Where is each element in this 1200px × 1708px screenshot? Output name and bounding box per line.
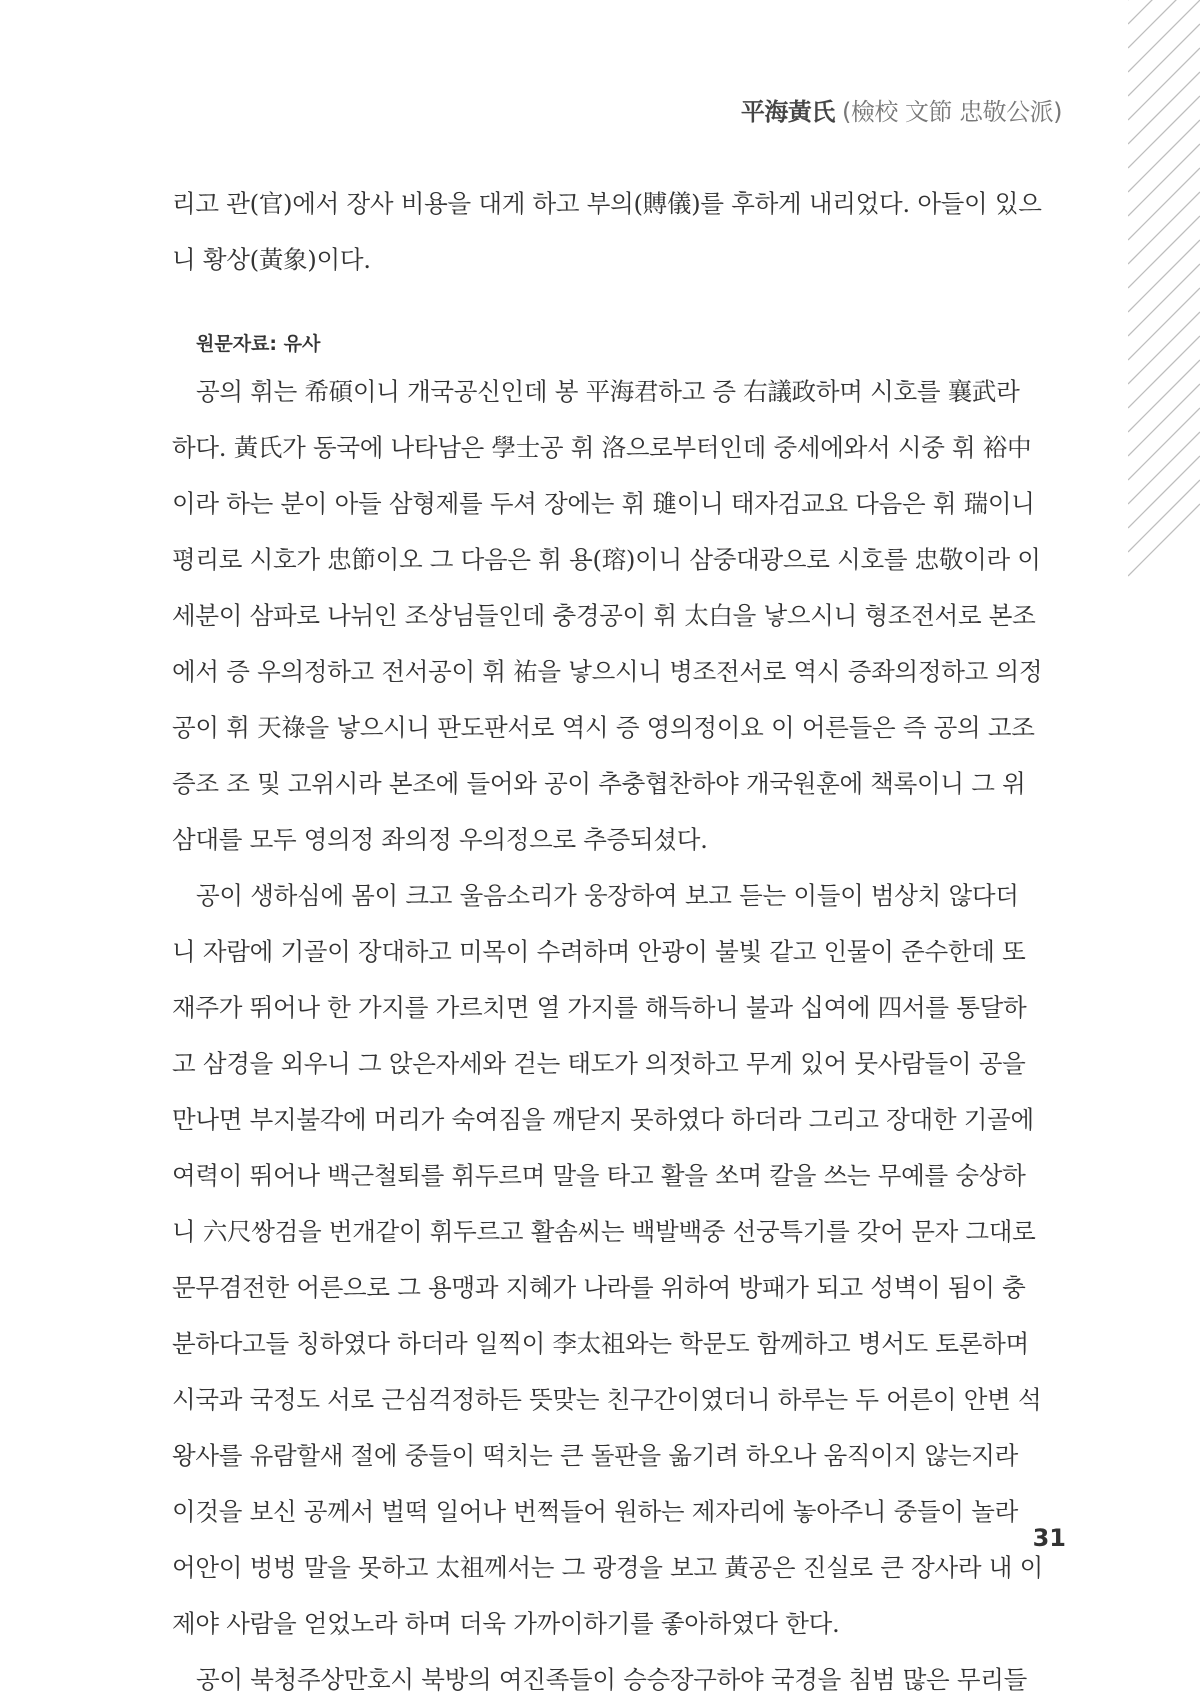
body-paragraph-3: 공이 북청주상만호시 북방의 여진족들이 승승장구하야 국경을 침범 많은 무리들 bbox=[196, 1665, 1028, 1694]
running-header bbox=[741, 92, 1062, 127]
body-paragraph-1: 공의 휘는 希碩이니 개국공신인데 봉 平海君하고 증 右議政하며 시호를 襄武라 하다. 黃氏가 동국에 나타남은 學士공 휘 洛으로부터인데 중세에와서 시중 휘 裕中 이라 하는 분이 아들 삼형제를 두셔 장에는 휘 璡이니 태자검교요 다음은 휘 瑞이니 평리로 시호가 忠節이오 그 다음은 휘 용(瑢)이니 삼중대광으로 시호를 忠敬이라 이 세분이 삼파로 나뉘인 조상님들인데 충경공이 휘 太白을 낳으시니 형조전서로 본조 에서 증 우의정하고 전서공이 휘 祐을 낳으시니 병조전서로 역시 증좌의정하고 의정 공이 휘 天祿을 낳으시니 판도판서로 역시 증 영의정이요 이 어른들은 즉 공의 고조 증조 조 및 고위시라 본조에 들어와 공이 추충협찬하야 개국원훈에 책록이니 그 위 삼대를 모두 영의정 좌의정 우의정으로 추증되셨다. bbox=[172, 377, 1043, 854]
header-clan-name: 平海黃氏 bbox=[740, 98, 835, 126]
intro-paragraph: 리고 관(官)에서 장사 비용을 대게 하고 부의(賻儀)를 후하게 내리었다. 아들이 있으 니 황상(黃象)이다. bbox=[172, 189, 1042, 274]
page-number: 31 bbox=[1032, 1524, 1066, 1552]
header-branch-name: (檢校 文節 忠敬公派) bbox=[842, 98, 1062, 126]
page-body bbox=[172, 176, 1052, 1708]
corner-stripes-decoration bbox=[1128, 0, 1200, 600]
body-paragraph-2: 공이 생하심에 몸이 크고 울음소리가 웅장하여 보고 듣는 이들이 범상치 않다더 니 자람에 기골이 장대하고 미목이 수려하며 안광이 불빛 같고 인물이 준수한데 또 재주가 뛰어나 한 가지를 가르치면 열 가지를 해득하니 불과 십여에 四서를 통달하 고 삼경을 외우니 그 앉은자세와 걷는 태도가 의젓하고 무게 있어 뭇사람들이 공을 만나면 부지불각에 머리가 숙여짐을 깨닫지 못하였다 하더라 그리고 장대한 기골에 여력이 뛰어나 백근철퇴를 휘두르며 말을 타고 활을 쏘며 칼을 쓰는 무예를 숭상하 니 六尺쌍검을 번개같이 휘두르고 활솜씨는 백발백중 선궁특기를 갖어 문자 그대로 문무겸전한 어른으로 그 용맹과 지혜가 나라를 위하여 방패가 되고 성벽이 됨이 충 분하다고들 칭하였다 하더라 일찍이 李太祖와는 학문도 함께하고 병서도 토론하며 시국과 국정도 서로 근심걱정하든 뜻맞는 친구간이였더니 하루는 두 어른이 안변 석 왕사를 유람할새 절에 중들이 떡치는 큰 돌판을 옮기려 하오나 움직이지 않는지라 이것을 보신 공께서 벌떡 일어나 번쩍들어 원하는 제자리에 놓아주니 중들이 놀라 어안이 벙벙 말을 못하고 太祖께서는 그 광경을 보고 黃공은 진실로 큰 장사라 내 이 제야 사람을 얻었노라 하며 더욱 가까이하기를 좋아하였다 한다. bbox=[172, 881, 1043, 1638]
section-heading: 원문자료: 유사 bbox=[196, 333, 321, 355]
